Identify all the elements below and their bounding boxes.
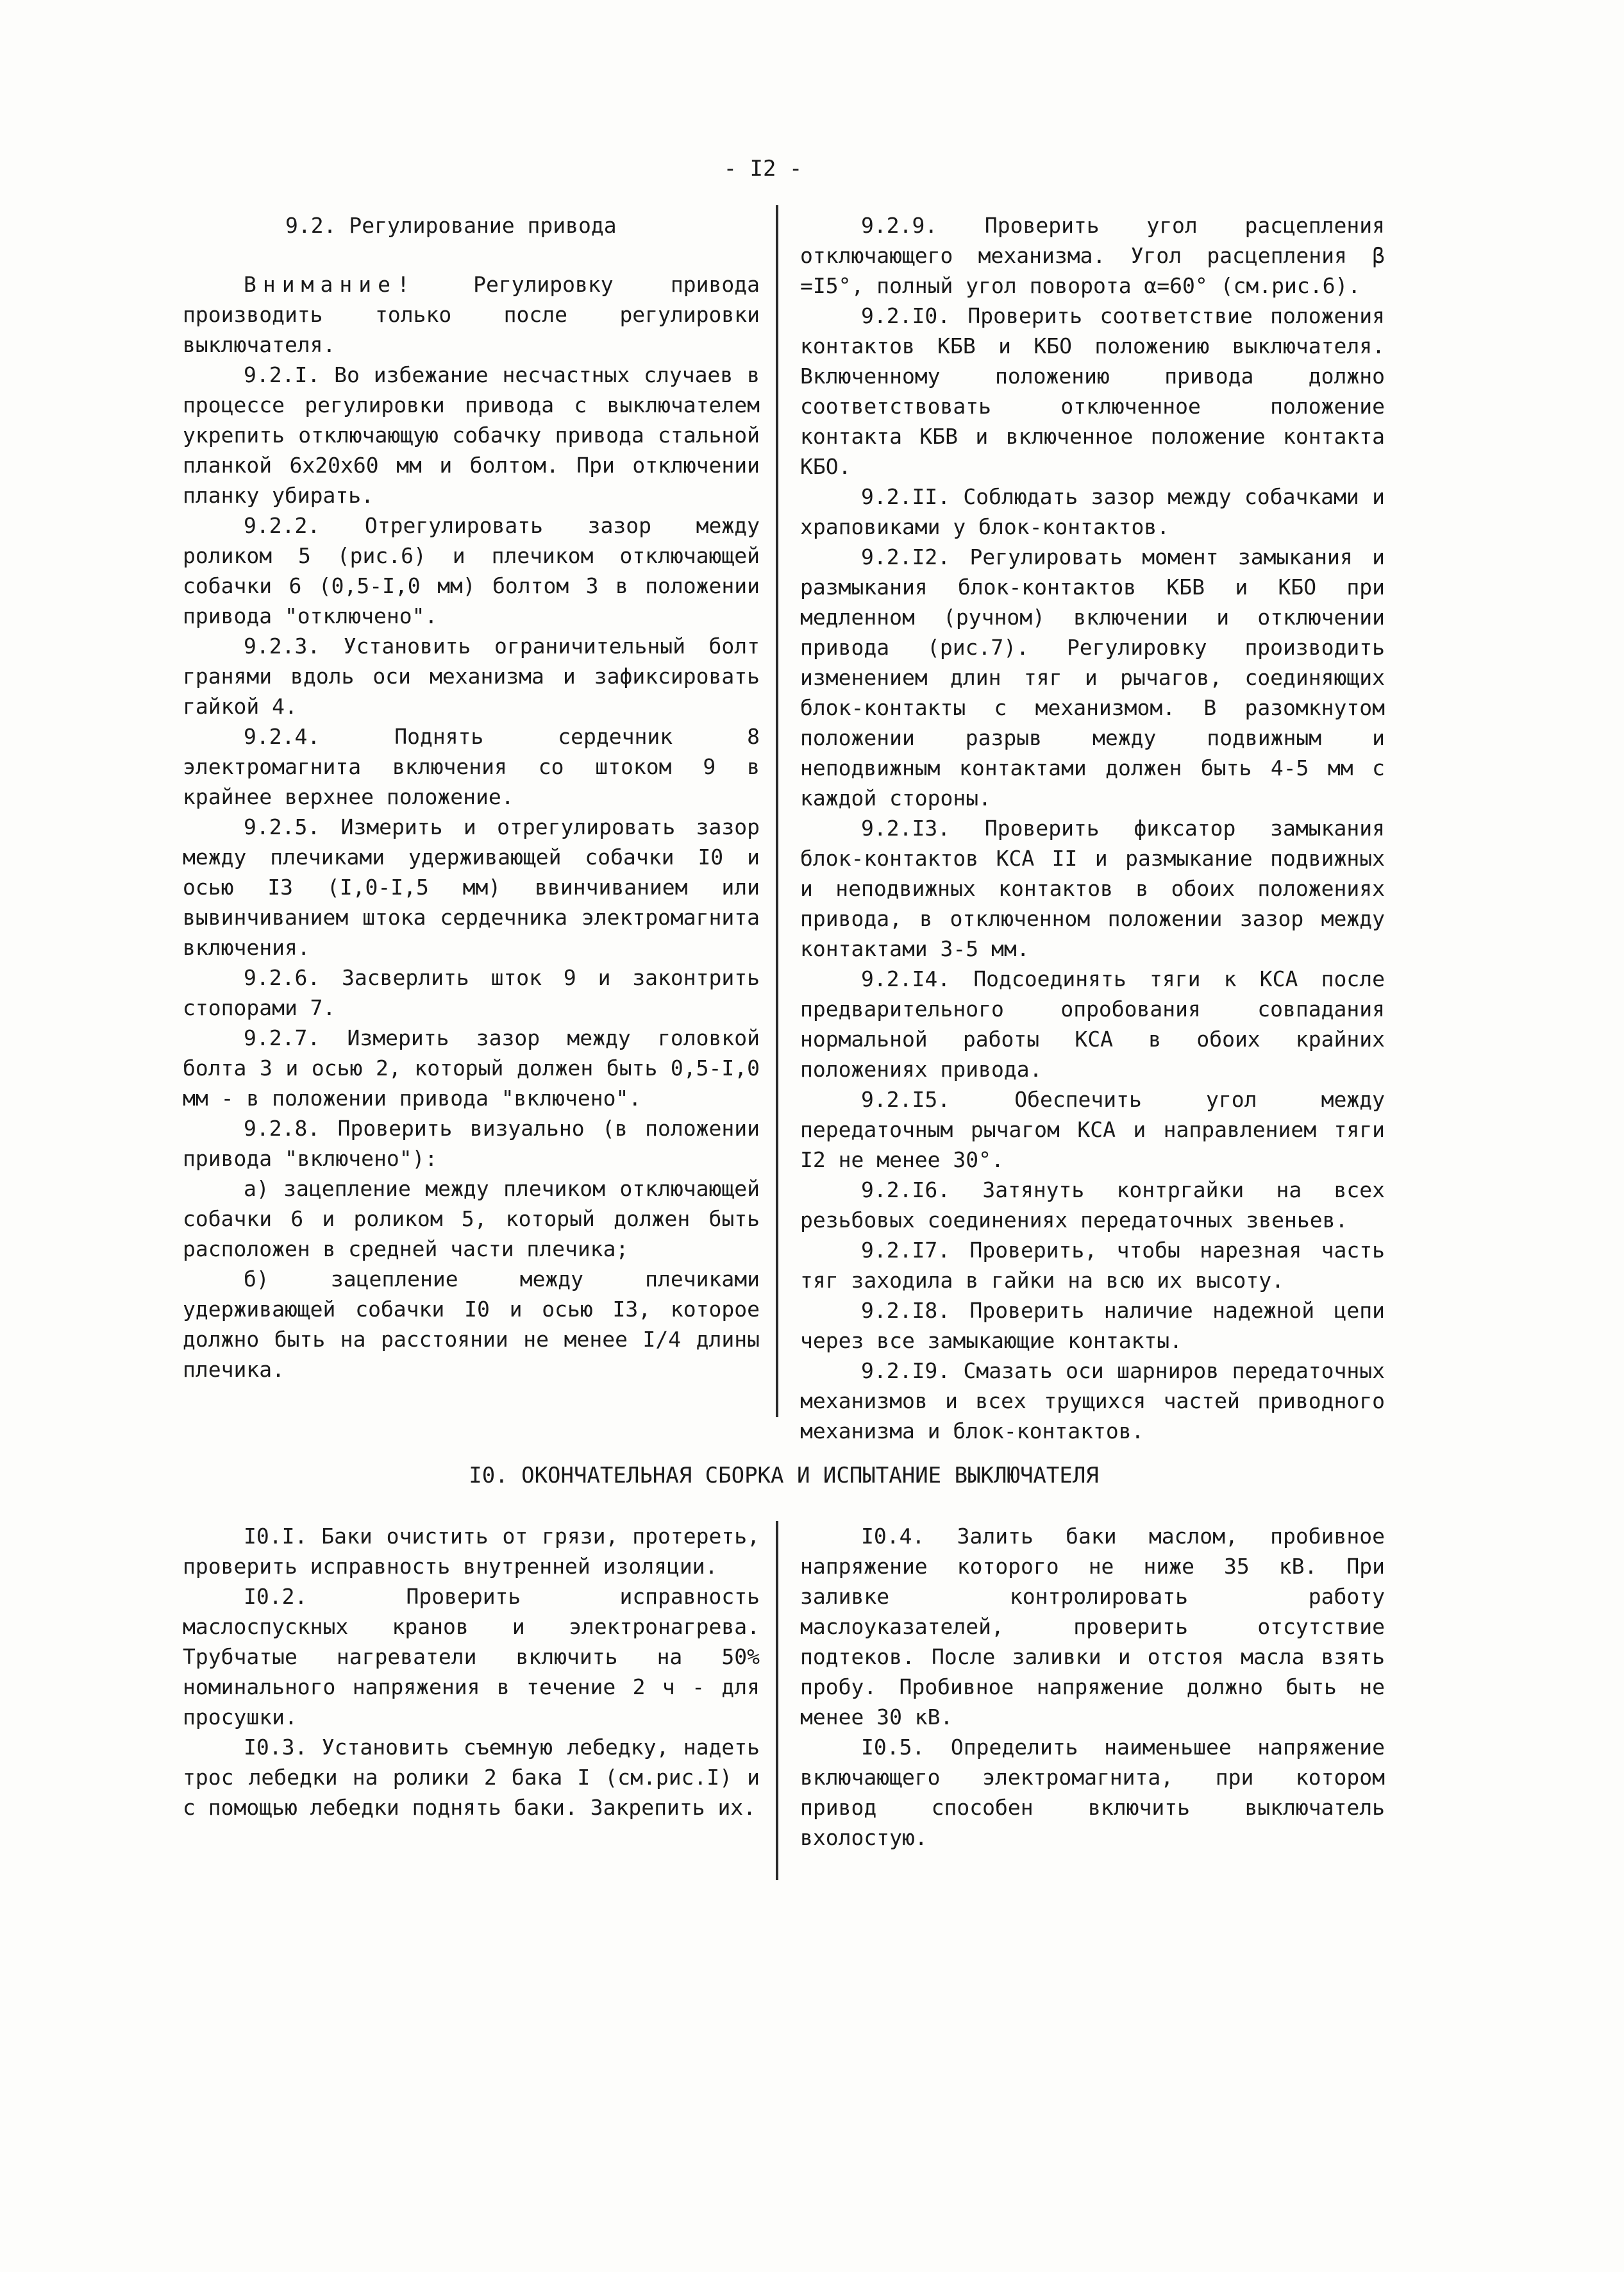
paragraph-9-2-3: 9.2.3. Установить ограничительный болт гранями вдоль оси механизма и зафиксировать гайкой 4. bbox=[183, 634, 760, 719]
paragraph-9-2-19: 9.2.I9. Смазать оси шарниров передаточных механизмов и всех трущихся частей приводного механизма и блок-контактов. bbox=[800, 1358, 1385, 1443]
paragraph-9-2-6: 9.2.6. Засверлить шток 9 и законтрить стопорами 7. bbox=[183, 965, 760, 1020]
section-9-title: 9.2. Регулирование привода bbox=[285, 213, 617, 238]
section-10-right-column bbox=[800, 1521, 1385, 1853]
paragraph-10-3: I0.3. Установить съемную лебедку, надеть трос лебедки на ролики 2 бака I (см.рис.I) и с помощью лебедки поднять баки. Закрепить их. bbox=[183, 1735, 760, 1820]
paragraph-9-2-8-b: б) зацепление между плечиками удерживающей собачки I0 и осью I3, которое должно быть на расстоянии не менее I/4 длины плечика. bbox=[183, 1266, 760, 1382]
warning-text: Регулировку привода производить только после регулировки выключателя. bbox=[183, 272, 760, 357]
paragraph-9-2-15: 9.2.I5. Обеспечить угол между передаточным рычагом КСА и направлением тяги I2 не менее 30°. bbox=[800, 1087, 1385, 1172]
paragraph-9-2-13: 9.2.I3. Проверить фиксатор замыкания блок-контактов КСА II и размыкание подвижных и неподвижных контактов в обоих положениях привода, в отключенном положении зазор между контактами 3-5 мм. bbox=[800, 816, 1385, 961]
section-10-left-column bbox=[183, 1521, 760, 1822]
warning-word: Внимание! bbox=[244, 272, 416, 297]
paragraph-10-1: I0.I. Баки очистить от грязи, протереть, проверить исправность внутренней изоляции. bbox=[183, 1524, 760, 1579]
paragraph-9-2-1: 9.2.I. Во избежание несчастных случаев в процессе регулировки привода с выключателем укрепить отключающую собачку привода стальной планкой 6х20х60 мм и болтом. При отключении планку убирать. bbox=[183, 362, 760, 508]
paragraph-9-2-9: 9.2.9. Проверить угол расцепления отключающего механизма. Угол расцепления β =I5°, полный угол поворота α=60° (см.рис.6). bbox=[800, 213, 1385, 298]
paragraph-9-2-8: 9.2.8. Проверить визуально (в положении привода "включено"): bbox=[183, 1116, 760, 1171]
column-divider-top bbox=[776, 205, 778, 1417]
paragraph-9-2-10: 9.2.I0. Проверить соответствие положения контактов КБВ и КБО положению выключателя. Включенному положению привода должно соответствовать отключенное положение контакта КБВ и включенное положение контакта КБО. bbox=[800, 303, 1385, 479]
paragraph-10-2: I0.2. Проверить исправность маслоспускных кранов и электронагрева. Трубчатые нагреватели включить на 50% номинального напряжения в течение 2 ч - для просушки. bbox=[183, 1584, 760, 1729]
warning-paragraph bbox=[183, 269, 760, 360]
section-10-title: I0. ОКОНЧАТЕЛЬНАЯ СБОРКА И ИСПЫТАНИЕ ВЫКЛЮЧАТЕЛЯ bbox=[469, 1463, 1099, 1488]
section-9-left-column bbox=[183, 210, 760, 1384]
paragraph-9-2-4: 9.2.4. Поднять сердечник 8 электромагнита включения со штоком 9 в крайнее верхнее положение. bbox=[183, 724, 760, 809]
paragraph-9-2-12: 9.2.I2. Регулировать момент замыкания и размыкания блок-контактов КБВ и КБО при медленном (ручном) включении и отключении привода (рис.7). Регулировку производить изменением длин тяг и рычагов, соединяющих блок-контакты с механизмом. В разомкнутом положении разрыв между подвижным и неподвижным контактами должен быть 4-5 мм с каждой стороны. bbox=[800, 544, 1385, 811]
paragraph-9-2-16: 9.2.I6. Затянуть контргайки на всех резьбовых соединениях передаточных звеньев. bbox=[800, 1177, 1385, 1233]
paragraph-9-2-5: 9.2.5. Измерить и отрегулировать зазор между плечиками удерживающей собачки I0 и осью I3 (I,0-I,5 мм) ввинчиванием или вывинчиванием штока сердечника электромагнита включения. bbox=[183, 814, 760, 960]
paragraph-9-2-14: 9.2.I4. Подсоединять тяги к КСА после предварительного опробования совпадания нормальной работы КСА в обоих крайних положениях привода. bbox=[800, 966, 1385, 1082]
paragraph-9-2-2: 9.2.2. Отрегулировать зазор между роликом 5 (рис.6) и плечиком отключающей собачки 6 (0,5-I,0 мм) болтом 3 в положении привода "отключено". bbox=[183, 513, 760, 628]
paragraph-9-2-17: 9.2.I7. Проверить, чтобы нарезная часть тяг заходила в гайки на всю их высоту. bbox=[800, 1238, 1385, 1293]
section-9-right-column bbox=[800, 210, 1385, 1446]
column-divider-bottom bbox=[776, 1521, 778, 1880]
paragraph-9-2-7: 9.2.7. Измерить зазор между головкой болта 3 и осью 2, который должен быть 0,5-I,0 мм - в положении привода "включено". bbox=[183, 1025, 760, 1111]
paragraph-9-2-18: 9.2.I8. Проверить наличие надежной цепи через все замыкающие контакты. bbox=[800, 1298, 1385, 1353]
paragraph-9-2-11: 9.2.II. Соблюдать зазор между собачками и храповиками у блок-контактов. bbox=[800, 484, 1385, 539]
page-number: - I2 - bbox=[723, 156, 803, 181]
paragraph-10-5: I0.5. Определить наименьшее напряжение включающего электромагнита, при котором привод способен включить выключатель вхолостую. bbox=[800, 1735, 1385, 1850]
paragraph-9-2-8-a: а) зацепление между плечиком отключающей собачки 6 и роликом 5, который должен быть расположен в средней части плечика; bbox=[183, 1176, 760, 1261]
paragraph-10-4: I0.4. Залить баки маслом, пробивное напряжение которого не ниже 35 кВ. При заливке контролировать работу маслоуказателей, проверить отсутствие подтеков. После заливки и отстоя масла взять пробу. Пробивное напряжение должно быть не менее 30 кВ. bbox=[800, 1524, 1385, 1729]
